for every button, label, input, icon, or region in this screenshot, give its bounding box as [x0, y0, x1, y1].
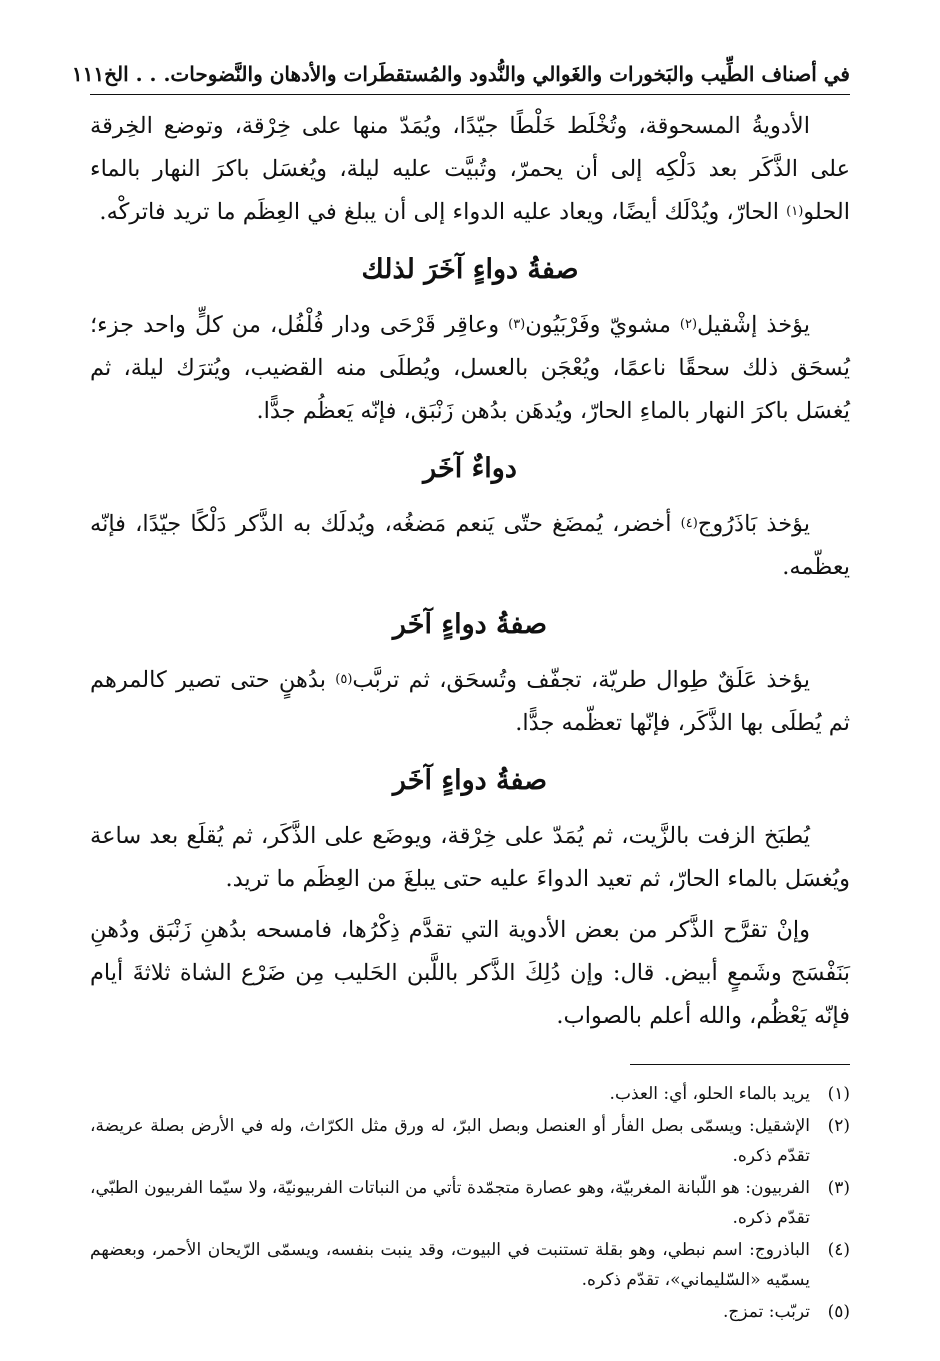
footnote-text: الفربيون: هو اللّبانة المغربيّة، وهو عصارة متجمّدة تأتي من النباتات الفربيونيّة، ولا سيّما الفربيون الطبّي، تقدّم ذكره. [90, 1178, 810, 1228]
footnote-separator [630, 1064, 850, 1065]
text-run: بدُهنٍ حتى تصير كالمرهم ثم يُطلَى بها الذَّكَر، فإنّها تعظّمه جدًّا. [90, 667, 850, 736]
paragraph [90, 304, 850, 433]
footnote-marker[interactable]: (٣) [508, 317, 526, 332]
footnote-text: يريد بالماء الحلو، أي: العذب. [609, 1084, 810, 1104]
footnote-marker[interactable]: (١) [786, 204, 804, 219]
text-run: يُطبَخ الزفت بالزَّيت، ثم يُمَدّ على خِرْقة، ويوضَع على الذَّكَر، ثم يُقلَع بعد ساعة ويُغسَل بالماء الحارّ، ثم تعيد الدواءَ عليه حتى يبلغَ من العِظَم ما تريد. [90, 823, 850, 892]
section-heading: صفةُ دواءٍ آخَر [392, 609, 548, 640]
body-text [90, 105, 850, 1038]
footnotes [90, 1079, 850, 1327]
footnote-number: (٣) [827, 1178, 850, 1198]
section-heading: دواءٌ آخَر [423, 453, 517, 484]
footnote-text: الإشقيل: ويسمّى بصل الفأر أو العنصل وبصل البرّ، له ورق مثل الكرّاث، وله في الأرض بصلة عريضة، تقدّم ذكره. [90, 1116, 810, 1166]
text-run: وإنْ تقرَّح الذَّكر من بعض الأدوية التي تقدَّم ذِكْرُها، فامسحه بدُهنِ زَنْبَق ودُهنِ بَنَفْسَج وشَمعٍ أبيض. قال: وإن دُلِكَ الذَّكر باللَّبن الحَليب مِن ضَرْع الشاة ثلاثةَ أيام فإنّه يَعْظُم، والله أعلم بالصواب. [90, 917, 850, 1029]
footnote-marker[interactable]: (٤) [680, 516, 698, 531]
text-run: يؤخذ بَاذَرُوج [697, 511, 810, 537]
running-head [71, 62, 850, 95]
footnote [90, 1235, 850, 1295]
footnote-number: (١) [827, 1084, 850, 1104]
running-head-title: في أصناف الطِّيب والبَخورات والغَوالي والنُّدود والمُستقطَرات والأدهان والنَّضوحات. . . الخ [104, 62, 850, 86]
paragraph [90, 815, 850, 901]
text-run: يؤخذ إشْقيل [697, 312, 810, 338]
footnote [90, 1111, 850, 1171]
footnote-number: (٥) [827, 1302, 850, 1322]
book-page [71, 62, 850, 1329]
text-run: يؤخذ عَلَقٌ طِوال طريّة، تجفّف وتُسحَق، ثم تربَّب [352, 667, 811, 693]
section-heading: صفةُ دواءٍ آخَر [392, 765, 548, 796]
text-run: وعاقِر قَرْحَى ودار فُلْفُل، من كلٍّ واحد جزء؛ يُسحَق ذلك سحقًا ناعمًا، ويُعْجَن بالعسل، ويُطلَى منه القضيب، ويُترَك ليلة، ثم يُغسَل باكرَ النهار بالماءِ الحارّ، ويُدهَن بدُهن زَنْبَق، فإنّه يَعظُم جدًّا. [90, 312, 850, 424]
paragraph [90, 503, 850, 589]
paragraph [90, 659, 850, 745]
text-run: الحارّ، ويُدْلَك أيضًا، ويعاد عليه الدواء إلى أن يبلغ في العِظَم ما تريد فاتركْه. [99, 199, 787, 225]
footnote-text: الباذروج: اسم نبطي، وهو بقلة تستنبت في البيوت، وقد ينبت بنفسه، ويسمّى الرّيحان الأحمر، وبعضهم يسمّيه «السّليماني»، تقدّم ذكره. [90, 1240, 810, 1290]
footnote [90, 1079, 850, 1109]
footnote-marker[interactable]: (٥) [335, 672, 353, 687]
footnote-number: (٤) [827, 1240, 850, 1260]
section-heading: صفةُ دواءٍ آخَرَ لذلك [361, 254, 579, 285]
text-run: مشويّ وفَرْبَيُون [525, 312, 680, 338]
footnote [90, 1297, 850, 1327]
footnote-text: تربّب: تمزج. [723, 1302, 810, 1322]
paragraph [90, 105, 850, 234]
text-run: الأدويةُ المسحوقة، وتُخْلَط خَلْطًا جيّدًا، ويُمَدّ منها على خِرْقة، وتوضع الخِرقة على الذَّكَر بعد دَلْكِه إلى أن يحمرّ، وتُبيَّت عليه ليلة، ويُغسَل باكرَ النهار بالماء الحلو [90, 113, 850, 225]
text-run: أخضر، يُمضَغ حتّى يَنعم مَضغُه، ويُدلَك به الذَّكر دَلْكًا جيّدًا، فإنّه يعظّمه. [90, 511, 850, 580]
footnote [90, 1173, 850, 1233]
paragraph [90, 909, 850, 1038]
page-number: ١١١ [71, 62, 105, 86]
footnote-number: (٢) [827, 1116, 850, 1136]
footnote-marker[interactable]: (٢) [679, 317, 698, 332]
